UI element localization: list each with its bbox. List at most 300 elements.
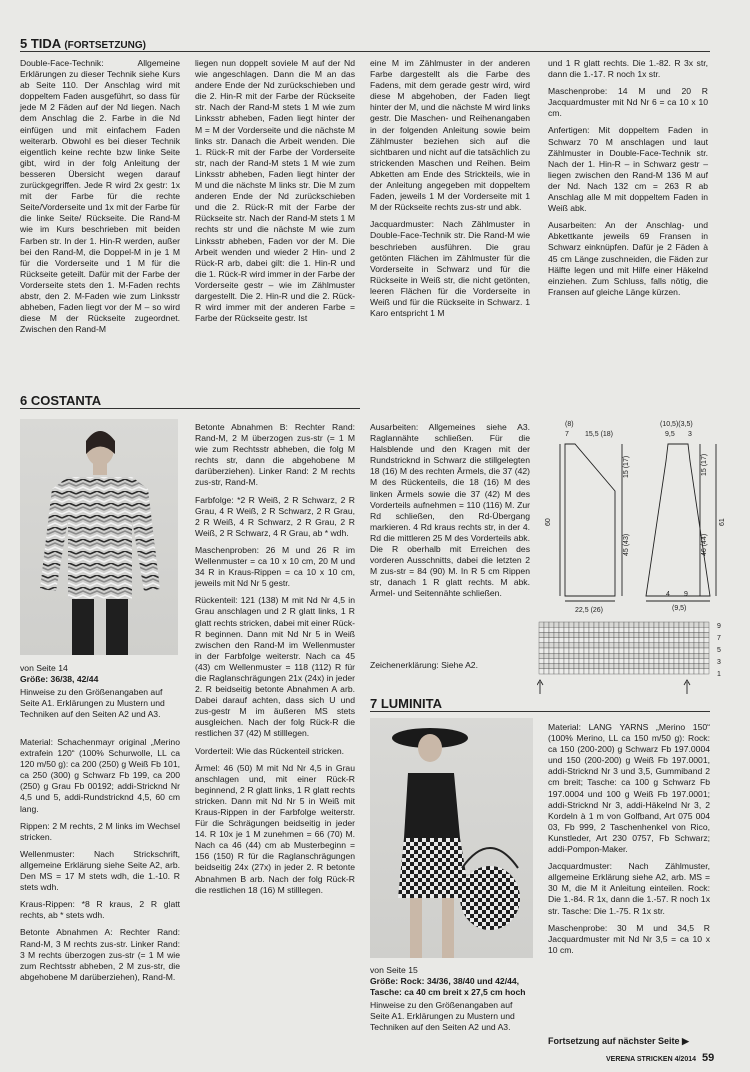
- chart-cell: [629, 658, 634, 663]
- chart-cell: [644, 638, 649, 643]
- chart-cell: [639, 643, 644, 648]
- luminita-caption: [370, 965, 530, 1033]
- chart-cell: [589, 648, 594, 653]
- chart-cell: [659, 648, 664, 653]
- chart-cell: [639, 664, 644, 669]
- dim-sleeve-width: 4: [666, 591, 670, 598]
- sec5-c1-p1: Double-Face-Technik: Allgemeine Erklärungen zu dieser Technik siehe Kurs ab Seite 110. Der Anschlag wird mit doppeltem Faden ausgeführt, so dass für jede M 2 Fäden auf der Nd liegen. Nach dem Anschlag die 2. Farbe in die Nd einfügen und mit einfachem Faden weiterarb. Obwohl es bei dieser Technik eigentlich keine rechte bzw linke Seite gibt, wird in der folg Anleitung der besseren Übersicht wegen darauf zurückgegriffen. Jede R wird 2x gestr: 1x mit der Farbe für die rechte Seite/Vorderseite und 1x mit der Farbe für die linke Seite/ Rückseite. Die Rand-M wie im Kurs beschrieben mit beiden Farben str. In der 1. Hin-R werden, außer bei den Rand-M, die Doppel-M in je 1 M für die Vorderseite und 1 M für die Rückseite geteilt. Dafür mit der Farbe der Vorderseite stets den 1. M-Faden rechts abstr, den 2. M-Faden wie zum Linksstr abheben, Faden liegt vor der M – so wird diese M der Rückseite zugeordnet. Zwischen den Rand-M: [20, 58, 180, 335]
- chart-cell: [644, 627, 649, 632]
- chart-cell: [674, 643, 679, 648]
- chart-cell: [559, 664, 564, 669]
- sec6-c1-p5: Betonte Abnahmen A: Rechter Rand: Rand-M, 3 M rechts zus-str. Linker Rand: 3 M rechts überzogen zus-str (= 1 M wie zum Rechtsstr abheben, 2 M zus-str, die abgehobene M darüberziehen), Rand-M.: [20, 927, 180, 982]
- chart-cell: [559, 669, 564, 674]
- sec5-c4-p1: und 1 R glatt rechts. Die 1.-82. R 3x str, dann die 1.-17. R noch 1x str.: [548, 58, 708, 80]
- chart-cell: [669, 643, 674, 648]
- chart-cell: [639, 638, 644, 643]
- chart-cell: [679, 664, 684, 669]
- chart-cell: [594, 648, 599, 653]
- chart-cell: [624, 664, 629, 669]
- chart-cell: [654, 627, 659, 632]
- chart-cell: [659, 632, 664, 637]
- sec7-p3: Maschenprobe: 30 M und 34,5 R Jacquardmuster mit Nd Nr 3,5 = ca 10 x 10 cm.: [548, 922, 710, 955]
- chart-cell: [539, 648, 544, 653]
- chart-cell: [544, 627, 549, 632]
- chart-cell: [569, 658, 574, 663]
- chart-cell: [574, 653, 579, 658]
- chart-cell: [604, 658, 609, 663]
- chart-cell: [614, 664, 619, 669]
- chart-cell: [594, 643, 599, 648]
- chart-cell: [689, 648, 694, 653]
- luminita-photo: [370, 718, 533, 958]
- woman-sweater-illustration: [20, 419, 178, 655]
- chart-cell: [569, 643, 574, 648]
- chart-cell: [589, 638, 594, 643]
- section-7-header: [370, 696, 710, 712]
- chart-cell: [559, 622, 564, 627]
- chart-cell: [599, 669, 604, 674]
- sweater-schematic: [540, 416, 730, 616]
- chart-cell: [684, 664, 689, 669]
- chart-cell: [539, 653, 544, 658]
- chart-cell: [674, 648, 679, 653]
- chart-cell: [654, 643, 659, 648]
- sec6-c1-p2: Rippen: 2 M rechts, 2 M links im Wechsel stricken.: [20, 820, 180, 842]
- chart-cell: [704, 664, 709, 669]
- dim-back-shoulder: 15,5 (18): [585, 431, 614, 438]
- magazine-name: VERENA STRICKEN 4/2014: [606, 1056, 696, 1063]
- chart-cell: [674, 632, 679, 637]
- chart-cell: [674, 658, 679, 663]
- chart-cell: [624, 638, 629, 643]
- chart-cell: [684, 622, 689, 627]
- chart-cell: [649, 664, 654, 669]
- chart-cell: [599, 658, 604, 663]
- chart-cell: [619, 648, 624, 653]
- chart-cell: [584, 627, 589, 632]
- chart-cell: [634, 627, 639, 632]
- chart-cell: [549, 648, 554, 653]
- chart-cell: [609, 638, 614, 643]
- chart-cell: [624, 669, 629, 674]
- chart-cell: [629, 622, 634, 627]
- chart-cell: [539, 622, 544, 627]
- arrow-up-right: [684, 680, 690, 694]
- chart-cell: [619, 643, 624, 648]
- chart-cell: [634, 658, 639, 663]
- chart-cell: [654, 669, 659, 674]
- wave-pattern-chart: [537, 620, 727, 678]
- chart-cell: [549, 658, 554, 663]
- dim-back-armhole: 15 (17): [623, 455, 630, 478]
- chart-cell: [669, 653, 674, 658]
- chart-cell: [634, 669, 639, 674]
- chart-cell: [679, 632, 684, 637]
- chart-cell: [669, 632, 674, 637]
- chart-cell: [654, 632, 659, 637]
- chart-cell: [554, 664, 559, 669]
- chart-grid: [539, 622, 709, 674]
- section-7-title: 7 LUMINITA: [370, 696, 442, 711]
- chart-cell: [549, 653, 554, 658]
- chart-cell: [639, 669, 644, 674]
- chart-cell: [619, 622, 624, 627]
- chart-cell: [684, 653, 689, 658]
- chart-cell: [674, 622, 679, 627]
- sec7-p2: Jacquardmuster: Nach Zählmuster, allgemeine Erklärung siehe A2, arb. MS = 30 M, die M it Anleitung einteilen. Rock: Die 1.-84. R 1x, dann die 1.-57. R noch 1x str. Tasche: Die 1.-75. R 1x str.: [548, 861, 710, 916]
- chart-cell: [684, 648, 689, 653]
- chart-cell: [694, 627, 699, 632]
- chart-cell: [644, 669, 649, 674]
- chart-cell: [539, 658, 544, 663]
- chart-cell: [674, 627, 679, 632]
- chart-cell: [659, 622, 664, 627]
- chart-row-1: 1: [717, 671, 721, 678]
- chart-cell: [679, 638, 684, 643]
- chart-cell: [599, 664, 604, 669]
- chart-cell: [659, 664, 664, 669]
- chart-cell: [644, 622, 649, 627]
- chart-cell: [684, 638, 689, 643]
- chart-cell: [554, 669, 559, 674]
- sec6-c2-p6: Ärmel: 46 (50) M mit Nd Nr 4,5 in Grau anschlagen und, mit einer Rück-R beginnend, 2 R glatt links, 1 R glatt rechts stricken. Dann mit Nd Nr 5 in Weiß mit Kraus-Rippen in der Farbfolge weiterstr. Für die Schrägungen beidseitig in jeder 14. R 10x je 1 M zunehmen = 66 (70) M. Nach ca 46 (44) cm ab Musterbeginn = 156 (150) R für die Raglanschrägungen beidseitig 24x (27x) in jeder 2. R betonte Abnahmen B arb. Nach der folg Rück-R die restlichen 18 (16) M stilllegen.: [195, 762, 355, 895]
- sec7-p1: Material: LANG YARNS „Merino 150“ (100% Merino, LL ca 150 m/50 g): Rock: ca 150 (200-200) g Schwarz Fb 197.0004 und 150 (200-200) g Weiß Fb 197.0001, addi-Stricknd Nr 3 und 3,5, Gummiband 2 cm breit; Tasche: ca 100 g Schwarz Fb 197.0004 und 100 g Weiß Fb 197.0001; addi-Stricknd Nr 3, addi-Häkelnd Nr 3, 2 Kordeln à 1 m von Golfband, Art 075 004 03, Fb 999, 2 Taschenhenkel von Rico, Kunstleder, Art 230 0757, Fb Schwarz; addi-Pompon-Maker.: [548, 722, 710, 855]
- chart-cell: [639, 653, 644, 658]
- chart-cell: [649, 648, 654, 653]
- chart-cell: [539, 669, 544, 674]
- chart-cell: [584, 648, 589, 653]
- chart-cell: [554, 653, 559, 658]
- section-6-header: [20, 393, 360, 409]
- chart-cell: [569, 664, 574, 669]
- sec6-column-2: [195, 422, 355, 902]
- costanta-photo: [20, 419, 178, 655]
- chart-cell: [594, 632, 599, 637]
- chart-row-5: 5: [717, 647, 721, 654]
- chart-row-7: 7: [717, 635, 721, 642]
- sec6-c1-p4: Kraus-Rippen: *8 R kraus, 2 R glatt rechts, ab * stets wdh.: [20, 899, 180, 921]
- dim-sleeve-top3: 3: [688, 431, 692, 438]
- chart-cell: [579, 627, 584, 632]
- chart-cell: [654, 638, 659, 643]
- chart-cell: [549, 664, 554, 669]
- sec5-column-2: [195, 58, 355, 330]
- chart-cell: [679, 653, 684, 658]
- section-5-header: [20, 36, 710, 52]
- chart-cell: [629, 664, 634, 669]
- chart-cell: [664, 658, 669, 663]
- chart-cell: [559, 643, 564, 648]
- chart-cell: [564, 653, 569, 658]
- chart-cell: [584, 632, 589, 637]
- chart-cell: [559, 653, 564, 658]
- sec6-column-3: [370, 422, 530, 606]
- costanta-caption-source: von Seite 14: [20, 663, 68, 673]
- chart-cell: [554, 658, 559, 663]
- chart-cell: [559, 627, 564, 632]
- sec6-c2-p5: Vorderteil: Wie das Rückenteil stricken.: [195, 745, 345, 756]
- sec6-c1-p3: Wellenmuster: Nach Strickschrift, allgemeine Erklärung siehe Seite A2, arb. Den MS = 17 M stets wdh, die 1.-10. R stets wdh.: [20, 848, 180, 893]
- chart-cell: [704, 643, 709, 648]
- chart-cell: [599, 653, 604, 658]
- sec5-column-3: [370, 58, 530, 325]
- chart-cell: [549, 669, 554, 674]
- chart-cell: [699, 648, 704, 653]
- chart-cell: [644, 643, 649, 648]
- chart-cell: [674, 653, 679, 658]
- chart-cell: [554, 622, 559, 627]
- chart-cell: [629, 643, 634, 648]
- chart-cell: [634, 648, 639, 653]
- chart-cell: [674, 664, 679, 669]
- dim-back-side: 45 (43): [623, 533, 630, 556]
- chart-cell: [594, 627, 599, 632]
- chart-cell: [599, 627, 604, 632]
- chart-cell: [644, 632, 649, 637]
- dim-sleeve-width2: 9: [684, 591, 688, 598]
- chart-cell: [579, 658, 584, 663]
- chart-cell: [544, 638, 549, 643]
- chart-cell: [659, 653, 664, 658]
- chart-cell: [544, 632, 549, 637]
- dim-sleeve-top: (10,5)(3,5): [660, 421, 693, 428]
- chart-cell: [649, 643, 654, 648]
- costanta-caption: [20, 663, 180, 720]
- chart-cell: [579, 638, 584, 643]
- chart-cell: [604, 653, 609, 658]
- chart-cell: [659, 638, 664, 643]
- chart-cell: [609, 658, 614, 663]
- chart-cell: [639, 648, 644, 653]
- chart-row-9: 9: [717, 623, 721, 630]
- chart-cell: [559, 632, 564, 637]
- sec5-c3-p1: eine M im Zählmuster in der anderen Farbe dargestellt als die Farbe des Fadens, mit dem gerade gestr wird, wird diese M abgehoben, der Faden liegt hinter der M, und die nächste M wird links gestr. Die Maschen- und Reihenangaben in der folgenden Anleitung sowie beim Zählmuster beziehen sich auf die sichtbaren und nicht auf die tatsächlich zu strickenden Maschen und Reihen. Beim Abketten am Ende des Strickteils, wie in der Anleitung angegeben mit doppeltem Faden, jeweils 1 M der Vorderseite mit 1 M der Rückseite rechts zus-str und abk.: [370, 58, 530, 213]
- sec6-c2-p4: Rückenteil: 121 (138) M mit Nd Nr 4,5 in Grau anschlagen und 2 R glatt links, 1 R glatt rechts stricken, dabei mit einer Rück-R beginnen. Dann mit Nd Nr 5 in Weiß zwischen den Rand-M im Wellenmuster in der Farbfolge weiterstr. Nach ca 45 (43) cm Wellenmuster = 118 (112) R für die Raglanschrägungen 21x (24x) in jeder 2. R beidseitig betonte Abnahmen A arb. Dabei darauf achten, dass sich U und zus-gestr M im äußeren MS stets ausgleichen. Nach der folg Rück-R die restlichen 37 (42) M stilllegen.: [195, 595, 355, 739]
- chart-cell: [594, 653, 599, 658]
- chart-cell: [584, 658, 589, 663]
- chart-cell: [594, 664, 599, 669]
- chart-cell: [619, 653, 624, 658]
- chart-cell: [619, 627, 624, 632]
- chart-row-3: 3: [717, 659, 721, 666]
- chart-cell: [579, 653, 584, 658]
- chart-cell: [674, 669, 679, 674]
- chart-cell: [539, 627, 544, 632]
- chart-cell: [604, 632, 609, 637]
- chart-cell: [549, 643, 554, 648]
- dim-sleeve-height: 61: [719, 518, 726, 526]
- chart-cell: [604, 627, 609, 632]
- chart-cell: [654, 664, 659, 669]
- chart-cell: [574, 622, 579, 627]
- chart-cell: [629, 653, 634, 658]
- chart-cell: [599, 632, 604, 637]
- chart-cell: [664, 648, 669, 653]
- chart-cell: [544, 653, 549, 658]
- chart-cell: [644, 653, 649, 658]
- chart-cell: [554, 632, 559, 637]
- chart-cell: [599, 622, 604, 627]
- chart-cell: [599, 648, 604, 653]
- chart-cell: [589, 669, 594, 674]
- chart-cell: [654, 653, 659, 658]
- chart-cell: [614, 643, 619, 648]
- chart-cell: [559, 658, 564, 663]
- arrow-up-left: [537, 680, 543, 694]
- chart-cell: [639, 622, 644, 627]
- chart-cell: [569, 648, 574, 653]
- chart-cell: [689, 658, 694, 663]
- luminita-caption-size: Größe: Rock: 34/36, 38/40 und 42/44, Tasche: ca 40 cm breit x 27,5 cm hoch: [370, 976, 526, 997]
- chart-cell: [659, 669, 664, 674]
- page-number: 59: [701, 1052, 715, 1064]
- chart-cell: [594, 638, 599, 643]
- chart-cell: [624, 648, 629, 653]
- chart-cell: [609, 669, 614, 674]
- chart-cell: [609, 622, 614, 627]
- sec5-c3-p2: Jacquardmuster: Nach Zählmuster in Double-Face-Technik str. Die Rand-M wie beschrieben ausführen. Die grau getönten Flächen im Zählmuster für die Vorderseite in Schwarz und für die Rückseite in Weiß str, die nicht getönten, leeren Flächen für die Vorderseite in Weiß und für die Rückseite in Schwarz. 1 Karo entspricht 1 M: [370, 219, 530, 319]
- chart-cell: [564, 632, 569, 637]
- chart-cell: [569, 627, 574, 632]
- chart-cell: [569, 638, 574, 643]
- chart-cell: [699, 638, 704, 643]
- chart-cell: [659, 658, 664, 663]
- sec6-c2-p3: Maschenproben: 26 M und 26 R im Wellenmuster = ca 10 x 10 cm, 20 M und 34 R in Kraus-Rippen = ca 10 x 10 cm, jeweils mit Nd Nr 5 gestr.: [195, 544, 355, 589]
- chart-cell: [544, 622, 549, 627]
- chart-cell: [689, 627, 694, 632]
- chart-cell: [619, 664, 624, 669]
- chart-cell: [649, 632, 654, 637]
- dim-back-top2: 7: [565, 431, 569, 438]
- chart-cell: [609, 664, 614, 669]
- chart-cell: [594, 658, 599, 663]
- chart-cell: [699, 653, 704, 658]
- chart-cell: [644, 648, 649, 653]
- chart-cell: [694, 653, 699, 658]
- chart-cell: [664, 627, 669, 632]
- chart-cell: [544, 669, 549, 674]
- sec5-c2-p1: liegen nun doppelt soviele M auf der Nd wie angeschlagen. Dann die M an das andere Ende der Nd zurückschieben und die 2. Hin-R mit der Farbe der Rückseite str. Nach der Rand-M stets 1 M wie zum Linksstr abheben, Faden liegt hinter der M = M der Vorderseite und die nächste M links str. Danach die Arbeit wenden. Die 1. Rück-R mit der Farbe der Vorderseite str, nach der Rand-M stets 1 M wie zum Linksstr abheben, Faden liegt hinter der M und die nächste M links str. Die M zum anderen Ende der Nd zurückschieben und die 2. Rück-R mit der Farbe der Rückseite str. Nach der Rand-M stets 1 M rechts str und die nächste M wie zum Linksstr abheben, Faden vor der M. Die Arbeit wenden und wieder 2 Hin- und 2 Rück-R arb, dabei gilt: die 1. Hin-R und die 1. Rück-R wird immer in der Farbe der Vorderseite gestr – wie im Zählmuster dargestellt. Die 2. Hin-R und die 2. Rück-R wird immer mit der anderen Farbe = Farbe der Rückseite gestr. Ist: [195, 58, 355, 324]
- chart-cell: [539, 643, 544, 648]
- chart-cell: [699, 622, 704, 627]
- woman-skirt-illustration: [370, 718, 533, 958]
- chart-cell: [584, 653, 589, 658]
- chart-cell: [579, 664, 584, 669]
- chart-cell: [549, 627, 554, 632]
- chart-cell: [654, 658, 659, 663]
- chart-cell: [649, 653, 654, 658]
- chart-cell: [649, 627, 654, 632]
- chart-cell: [609, 627, 614, 632]
- chart-cell: [699, 658, 704, 663]
- chart-cell: [704, 658, 709, 663]
- chart-cell: [659, 627, 664, 632]
- chart-cell: [614, 632, 619, 637]
- chart-cell: [674, 638, 679, 643]
- chart-cell: [679, 648, 684, 653]
- chart-cell: [679, 658, 684, 663]
- sec6-column-1: [20, 737, 180, 989]
- chart-cell: [619, 669, 624, 674]
- chart-cell: [574, 658, 579, 663]
- chart-cell: [639, 632, 644, 637]
- dim-sleeve-width3: (9,5): [672, 605, 687, 612]
- chart-cell: [539, 664, 544, 669]
- chart-cell: [579, 622, 584, 627]
- chart-cell: [694, 622, 699, 627]
- chart-cell: [704, 627, 709, 632]
- chart-cell: [634, 664, 639, 669]
- chart-cell: [594, 669, 599, 674]
- sec6-c3-p1: Ausarbeiten: Allgemeines siehe A3. Raglannähte schließen. Für die Halsblende und den Kragen mit der Rundstricknd in Schwarz die stillgelegten 18 (16) M des rechten Ärmels, die 37 (42) M des Rückenteils, die 18 (16) M des linken Ärmels sowie die 37 (42) M des Vorderteils aufnehmen = 110 (116) M. Zur Rd schließen, den Rd-Übergang markieren. 4 Rd kraus rechts str, in der 4. Rd die mittleren 25 M des Vorderteils abk. Die R oberhalb mit Erreichen des vorderen Ausschnitts, dabei die letzten 2 M zus-str = 84 (90) M. In R 5 cm Rippen str, danach 1 R glatt rechts. M abk. Ärmel- und Seitennähte schließen.: [370, 422, 530, 599]
- chart-cell: [669, 669, 674, 674]
- chart-cell: [549, 622, 554, 627]
- chart-cell: [694, 648, 699, 653]
- chart-cell: [629, 648, 634, 653]
- chart-cell: [679, 669, 684, 674]
- chart-cell: [689, 669, 694, 674]
- chart-cell: [629, 632, 634, 637]
- chart-cell: [544, 664, 549, 669]
- chart-cell: [694, 638, 699, 643]
- chart-cell: [549, 632, 554, 637]
- chart-cell: [579, 632, 584, 637]
- chart-cell: [564, 627, 569, 632]
- dim-back-height: 60: [545, 518, 552, 526]
- chart-cell: [619, 638, 624, 643]
- chart-cell: [574, 638, 579, 643]
- chart-repeat-arrows: [537, 678, 727, 696]
- sec7-column: [548, 722, 710, 962]
- chart-cell: [664, 638, 669, 643]
- chart-cell: [584, 643, 589, 648]
- chart-cell: [664, 643, 669, 648]
- continued-text: Fortsetzung auf nächster Seite ▶: [548, 1036, 689, 1046]
- chart-cell: [704, 622, 709, 627]
- dim-sleeve-top2: 9,5: [665, 431, 675, 438]
- chart-cell: [694, 643, 699, 648]
- chart-cell: [669, 622, 674, 627]
- dim-back-top: (8): [565, 421, 574, 428]
- luminita-caption-notes: Hinweise zu den Größenangaben auf Seite A1. Erklärungen zu Mustern und Techniken auf den Seiten A2 und A3.: [370, 1000, 515, 1032]
- costanta-caption-notes: Hinweise zu den Größenangaben auf Seite A1. Erklärungen zu Mustern und Techniken auf den Seiten A2 und A3.: [20, 687, 165, 719]
- back-piece-outline: [565, 444, 615, 596]
- chart-cell: [624, 643, 629, 648]
- chart-cell: [564, 638, 569, 643]
- chart-cell: [699, 627, 704, 632]
- chart-cell: [589, 632, 594, 637]
- section-5-title: 5 TIDA: [20, 36, 61, 51]
- chart-cell: [544, 658, 549, 663]
- chart-cell: [639, 627, 644, 632]
- chart-cell: [619, 658, 624, 663]
- chart-cell: [649, 658, 654, 663]
- chart-cell: [684, 627, 689, 632]
- chart-cell: [604, 643, 609, 648]
- chart-cell: [574, 664, 579, 669]
- chart-cell: [664, 669, 669, 674]
- chart-cell: [564, 622, 569, 627]
- page-footer: [606, 1052, 714, 1064]
- chart-cell: [634, 638, 639, 643]
- chart-cell: [569, 669, 574, 674]
- chart-cell: [614, 653, 619, 658]
- chart-cell: [599, 638, 604, 643]
- chart-cell: [604, 622, 609, 627]
- chart-cell: [689, 643, 694, 648]
- chart-cell: [564, 664, 569, 669]
- chart-cell: [614, 622, 619, 627]
